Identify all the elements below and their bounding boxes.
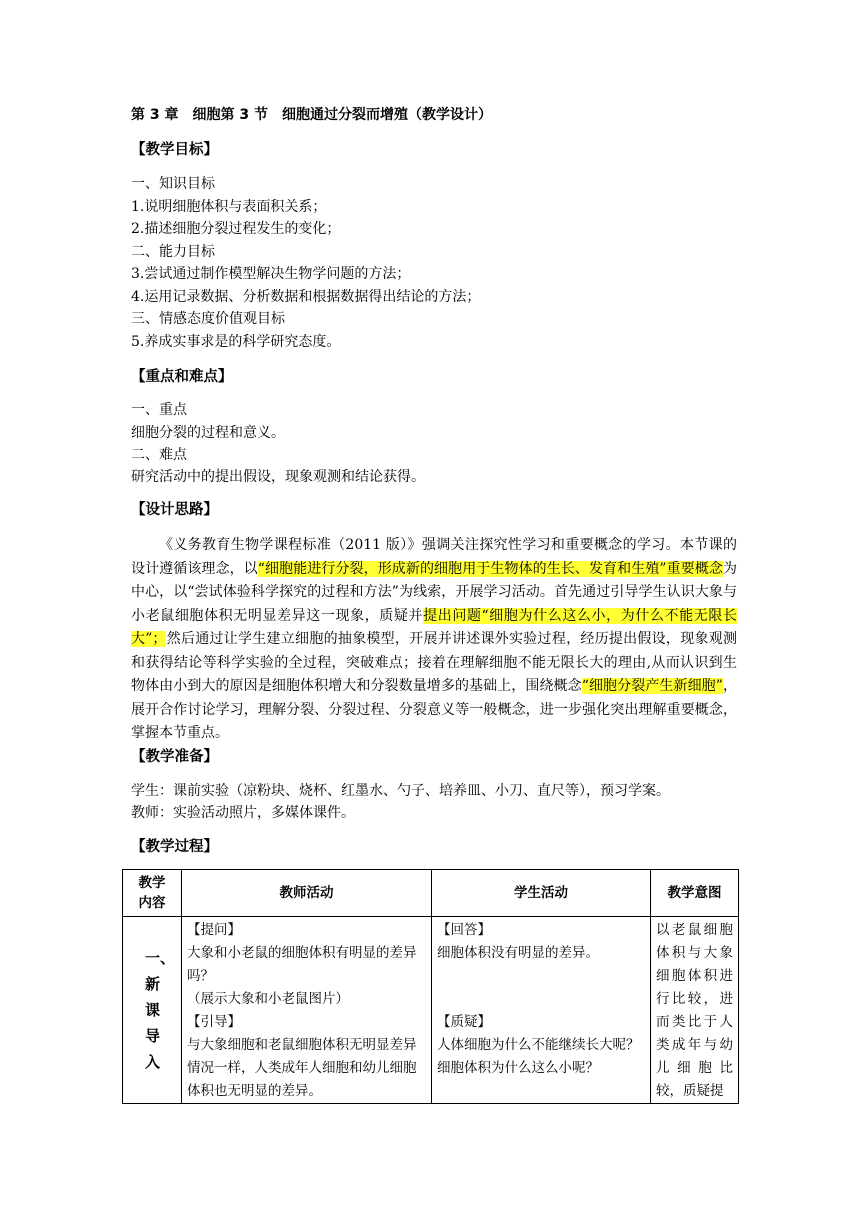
prep-line-teacher: 教师：实验活动照片，多媒体课件。	[131, 805, 355, 821]
design-text: 《义务教育生物学课程标准（2011 版）》强调关注探究性学习和重要概念的学习。本节课的设计遵循该理念，以	[131, 537, 737, 577]
teacher-line: （展示大象和小老鼠图片）	[187, 991, 349, 1007]
prep-line-students: 学生：课前实验（凉粉块、烧杯、红墨水、勺子、培养皿、小刀、直尺等），预习学案。	[131, 783, 670, 799]
goal-line: 4.运用记录数据、分析数据和根据数据得出结论的方法；	[131, 289, 481, 305]
goal-line: 三、情感态度价值观目标	[131, 311, 285, 327]
key-line: 研究活动中的提出假设，现象观测和结论获得。	[131, 469, 425, 485]
header-intent: 教学意图	[651, 870, 739, 917]
spacer	[437, 988, 645, 1011]
section-heading-goals: 【教学目标】	[131, 142, 218, 158]
spacer	[437, 965, 645, 988]
goal-line: 3.尝试通过制作模型解决生物学问题的方法；	[131, 266, 411, 282]
design-text: ，展开合作讨论学习，理解分裂、分裂过程、分裂意义等一般概念，进一步强化突出理解重要概念，掌握本节重点。	[131, 678, 737, 741]
goal-line: 5.养成实事求是的科学研究态度。	[131, 334, 341, 350]
document-title: 第 3 章 细胞第 3 节 细胞通过分裂而增殖（教学设计）	[131, 107, 492, 123]
highlight-concept-2: “细胞分裂产生新细胞”	[581, 678, 723, 694]
goal-line: 一、知识目标	[131, 176, 215, 192]
teacher-cell	[182, 917, 432, 1104]
key-line: 细胞分裂的过程和意义。	[131, 425, 285, 441]
header-content: 教学内容	[123, 870, 182, 917]
highlight-concept: “细胞能进行分裂，形成新的细胞用于生物体的生长、发育和生殖”重要概念	[257, 560, 724, 577]
design-text: 为中心，以“尝试体验科学探究的过程和方法”为线索，开展学习活动。首先通过引导学生认识大象与小老鼠细胞体积无明显差异这一现象，质疑并	[131, 560, 738, 624]
goal-line: 1.说明细胞体积与表面积关系；	[131, 199, 327, 215]
student-line: 【回答】	[437, 922, 491, 938]
student-line: 【质疑】	[437, 1014, 491, 1030]
header-teacher: 教师活动	[182, 870, 432, 917]
goal-line: 二、能力目标	[131, 244, 215, 260]
table-header-row	[123, 870, 739, 917]
design-paragraph	[131, 534, 737, 746]
student-line: 细胞体积没有明显的差异。	[437, 945, 599, 961]
section-heading-key: 【重点和难点】	[131, 369, 233, 385]
intent-cell	[651, 917, 739, 1104]
stage-label: 一、新课导入	[145, 949, 176, 1071]
section-heading-design: 【设计思路】	[131, 502, 218, 518]
teacher-line: 【引导】	[187, 1014, 241, 1030]
intent-text: 以老鼠细胞体积与大象细胞体积进行比较，进而类比于人类成年与幼儿细胞比较，质疑提	[656, 922, 733, 1099]
student-cell	[432, 917, 651, 1104]
design-text: 然后通过让学生建立细胞的抽象模型，开展并讲述课外实验过程，经历提出假设，现象观测和获得结论等科学实验的全过程，突破难点；接着在理解细胞不能无限长大的理由,从而认识到生物体由小到大的原因是细胞体积增大和分裂数量增多的基础上，围绕概念	[131, 631, 737, 694]
teacher-line: 与大象细胞和老鼠细胞体积无明显差异情况一样，人类成年人细胞和幼儿细胞体积也无明显的差异。	[187, 1037, 417, 1099]
highlight-question: 提出问题“细胞为什么这么小，为什么不能无限长大”；	[131, 607, 738, 647]
header-student: 学生活动	[432, 870, 651, 917]
key-line: 一、重点	[131, 402, 187, 418]
process-table	[122, 869, 739, 1104]
table-row	[123, 917, 739, 1104]
section-heading-prep: 【教学准备】	[131, 749, 218, 765]
goal-line: 2.描述细胞分裂过程发生的变化；	[131, 221, 341, 237]
student-line: 人体细胞为什么不能继续长大呢？细胞体积为什么这么小呢？	[437, 1037, 640, 1076]
section-heading-process: 【教学过程】	[131, 839, 218, 855]
teacher-line: 【提问】	[187, 922, 241, 938]
teacher-line: 大象和小老鼠的细胞体积有明显的差异吗？	[187, 945, 417, 984]
stage-cell	[123, 917, 182, 1104]
key-line: 二、难点	[131, 447, 187, 463]
